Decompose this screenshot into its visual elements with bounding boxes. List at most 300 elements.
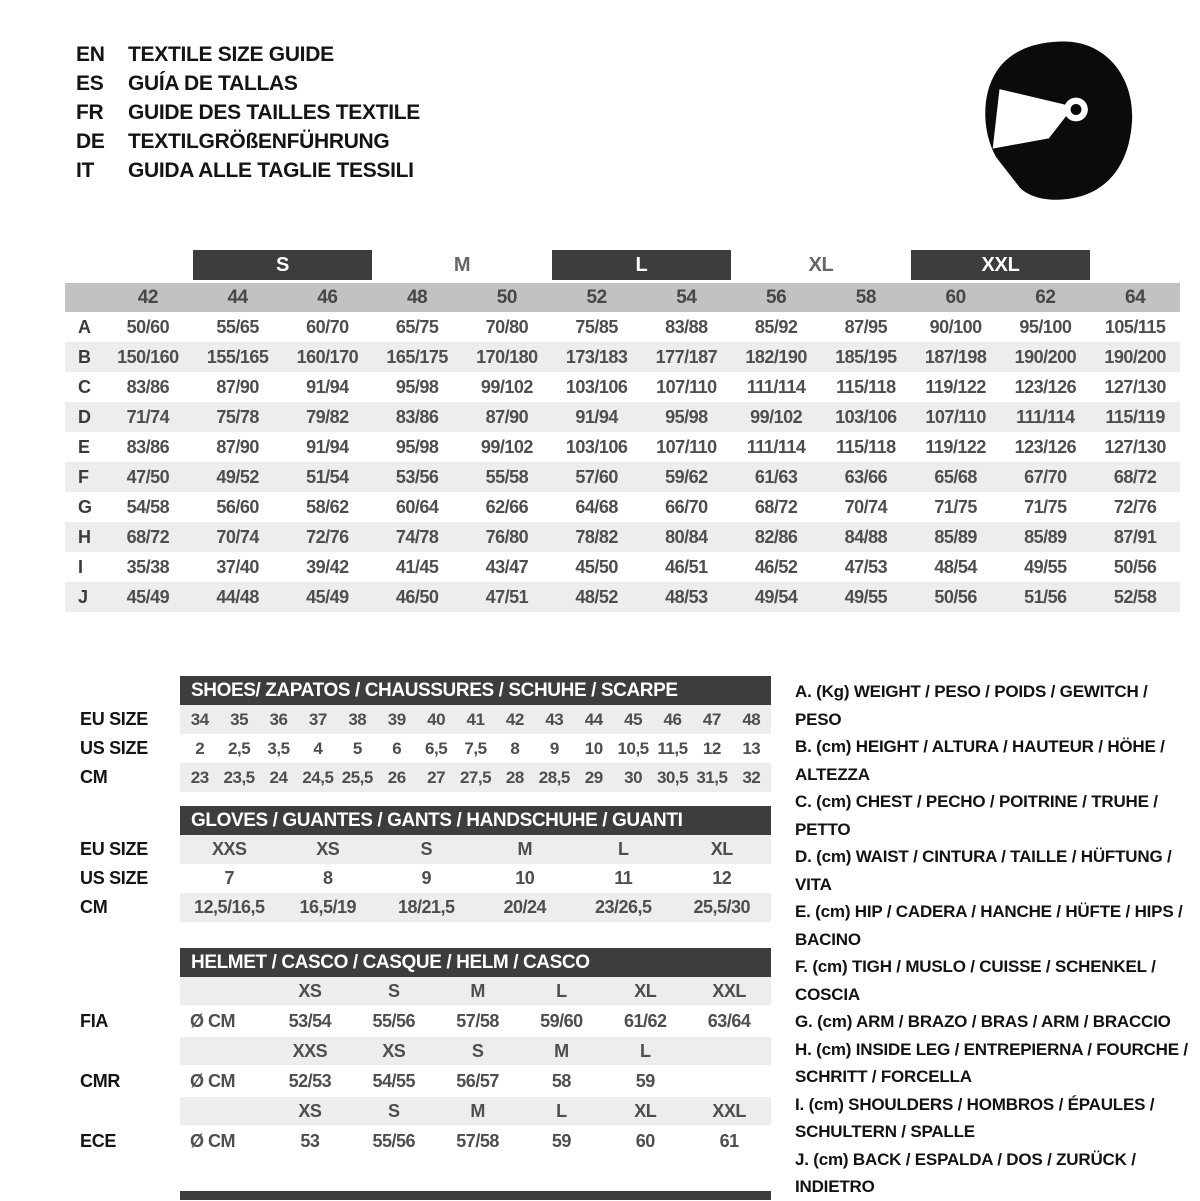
row-cells — [180, 864, 771, 893]
row-label: EU SIZE — [80, 839, 148, 859]
size-value-cell: 54/55 — [372, 1070, 416, 1091]
legend-line: C. (cm) CHEST / PECHO / POITRINE / TRUHE / PETTO — [795, 792, 1158, 839]
textile-col-header: 42 — [137, 286, 158, 308]
size-value-cell: 91/94 — [575, 406, 618, 427]
size-value-cell: 18/21,5 — [397, 897, 455, 917]
shoes-header — [180, 676, 771, 705]
size-value-cell: 107/110 — [656, 436, 717, 457]
language-code: IT — [76, 159, 95, 182]
size-value-cell: 53/56 — [395, 466, 439, 487]
size-value-cell: 34 — [190, 709, 209, 729]
row-label-h: H — [78, 526, 91, 547]
size-value-cell: 47/51 — [485, 586, 529, 607]
size-value-cell: L — [618, 839, 629, 859]
textile-col-header: 46 — [317, 286, 338, 308]
size-value-cell: 3,5 — [267, 738, 290, 758]
size-value-cell: 83/86 — [126, 436, 170, 457]
legend-line: E. (cm) HIP / CADERA / HANCHE / HÜFTE / HIPS / BACINO — [795, 902, 1183, 949]
size-value-cell: 71/74 — [126, 406, 170, 427]
table-row — [65, 1127, 771, 1155]
size-value-cell: 6,5 — [425, 738, 448, 758]
language-line — [76, 98, 420, 127]
size-value-cell: 71/75 — [934, 496, 977, 517]
legend-line: I. (cm) SHOULDERS / HOMBROS / ÉPAULES / SCHULTERN / SPALLE — [795, 1094, 1155, 1141]
size-value-cell: 47/53 — [844, 556, 888, 577]
language-title: TEXTILE SIZE GUIDE — [128, 43, 334, 66]
size-value-cell: 7,5 — [464, 738, 487, 758]
size-value-cell: 111/114 — [1016, 406, 1075, 427]
helmet-header — [180, 948, 771, 977]
size-value-cell: 57/60 — [575, 466, 618, 487]
size-value-cell: 10,5 — [617, 738, 649, 758]
textile-col-header: 56 — [766, 286, 787, 308]
size-value-cell: 12 — [712, 868, 732, 888]
row-cells — [180, 1007, 771, 1035]
size-value-cell: 57/58 — [456, 1010, 499, 1031]
language-code: FR — [76, 101, 104, 124]
size-value-cell: 23 — [190, 767, 209, 787]
size-value-cell: 66/70 — [665, 496, 708, 517]
row-cells — [180, 893, 771, 922]
table-row — [65, 1067, 771, 1095]
size-value-cell: 10 — [584, 738, 603, 758]
size-value-cell: 87/91 — [1113, 526, 1157, 547]
size-value-cell: 53/54 — [288, 1010, 332, 1031]
table-row — [65, 835, 771, 864]
size-band-xxl: XXL — [911, 250, 1091, 280]
textile-col-header: 44 — [227, 286, 248, 308]
row-cells — [180, 1067, 771, 1095]
table-row — [65, 1007, 771, 1035]
size-value-cell: 87/90 — [216, 436, 259, 457]
size-value-cell: 99/102 — [480, 436, 533, 457]
gloves-title: GLOVES / GUANTES / GANTS / HANDSCHUHE / GUANTI — [191, 809, 683, 831]
row-cells — [180, 1097, 771, 1125]
size-value-cell: 127/130 — [1104, 436, 1166, 457]
cropped-section-bar — [180, 1191, 771, 1200]
size-value-cell: 13 — [742, 738, 761, 758]
shoes-rows — [65, 705, 771, 792]
language-title-list — [76, 40, 420, 185]
size-value-cell: 95/98 — [395, 436, 439, 457]
size-value-cell: 123/126 — [1014, 436, 1077, 457]
gloves-table — [65, 806, 771, 922]
table-row — [65, 492, 1180, 522]
textile-col-header: 60 — [945, 286, 966, 308]
size-value-cell: 46/51 — [665, 556, 708, 577]
legend-line: J. (cm) BACK / ESPALDA / DOS / ZURÜCK / INDIETRO — [795, 1149, 1136, 1196]
language-title: GUIDE DES TAILLES TEXTILE — [128, 101, 420, 124]
size-value-cell: 46/52 — [754, 556, 798, 577]
size-value-cell: L — [556, 1100, 567, 1121]
racing-helmet-icon — [972, 33, 1146, 203]
table-row — [65, 312, 1180, 342]
textile-rows — [65, 312, 1180, 612]
row-label-empty — [65, 977, 180, 1005]
size-value-cell: 91/94 — [306, 436, 349, 457]
size-value-cell: M — [470, 1100, 485, 1121]
size-value-cell: 49/55 — [844, 586, 888, 607]
helmet-rows — [65, 977, 771, 1155]
size-value-cell: XXS — [292, 1040, 328, 1061]
size-band-xl: XL — [808, 253, 834, 276]
size-value-cell: 26 — [387, 767, 406, 787]
row-label-f: F — [78, 466, 89, 487]
size-value-cell: 52/53 — [288, 1070, 332, 1091]
legend-line: A. (Kg) WEIGHT / PESO / POIDS / GEWITCH / PESO — [795, 682, 1148, 729]
size-value-cell: 119/122 — [925, 376, 986, 397]
size-value-cell: 32 — [742, 767, 761, 787]
textile-col-header: 62 — [1035, 286, 1056, 308]
size-value-cell: XS — [316, 839, 340, 859]
size-value-cell: 27,5 — [459, 767, 492, 787]
row-label-empty — [65, 1097, 180, 1125]
size-value-cell: 23/26,5 — [594, 897, 652, 917]
size-value-cell: 30 — [624, 767, 643, 787]
size-value-cell: L — [639, 1040, 651, 1061]
size-value-cell: 91/94 — [306, 376, 349, 397]
row-label-fia: FIA — [80, 1010, 109, 1031]
row-cells — [180, 835, 771, 864]
size-value-cell: 23,5 — [223, 767, 255, 787]
size-value-cell: 8 — [322, 868, 333, 888]
size-value-cell: 62/66 — [485, 496, 529, 517]
language-code: DE — [76, 130, 105, 153]
size-value-cell: XXL — [712, 980, 746, 1001]
table-row — [65, 402, 1180, 432]
size-value-cell: 56/57 — [456, 1070, 499, 1091]
table-row — [65, 342, 1180, 372]
size-value-cell: 53 — [300, 1130, 320, 1151]
row-label-j: J — [78, 586, 89, 607]
size-value-cell: 75/78 — [216, 406, 259, 427]
size-value-cell: 87/90 — [485, 406, 529, 427]
row-label-g: G — [78, 496, 93, 517]
size-value-cell: 90/100 — [929, 316, 982, 337]
size-value-cell: 45 — [624, 709, 643, 729]
size-value-cell: 72/76 — [1113, 496, 1157, 517]
gloves-header — [180, 806, 771, 835]
size-value-cell: 103/106 — [565, 376, 628, 397]
size-value-cell: M — [554, 1040, 569, 1061]
gloves-rows — [65, 835, 771, 922]
size-value-cell: 11,5 — [657, 738, 688, 758]
language-line — [76, 69, 420, 98]
size-value-cell: 115/118 — [836, 376, 896, 397]
row-label-ece: ECE — [80, 1130, 117, 1151]
size-value-cell: 9 — [421, 868, 431, 888]
legend-line: H. (cm) INSIDE LEG / ENTREPIERNA / FOURCHE / SCHRITT / FORCELLA — [795, 1039, 1188, 1086]
size-value-cell: 29 — [584, 767, 603, 787]
measurement-legend — [795, 678, 1197, 1201]
size-value-cell: XS — [298, 980, 322, 1001]
shoes-title: SHOES/ ZAPATOS / CHAUSSURES / SCHUHE / SCARPE — [191, 679, 678, 701]
table-row — [65, 432, 1180, 462]
size-value-cell: 59 — [551, 1130, 571, 1151]
size-value-cell: 37/40 — [216, 556, 259, 577]
language-title: GUIDA ALLE TAGLIE TESSILI — [128, 159, 414, 182]
textile-band-row — [65, 250, 1180, 280]
size-value-cell: 54/58 — [126, 496, 170, 517]
size-value-cell: 20/24 — [503, 897, 547, 917]
size-value-cell: 44/48 — [216, 586, 259, 607]
size-value-cell: 45/49 — [306, 586, 349, 607]
size-value-cell: 39 — [387, 709, 406, 729]
legend-line: B. (cm) HEIGHT / ALTURA / HAUTEUR / HÖHE / ALTEZZA — [795, 737, 1165, 784]
size-value-cell: 127/130 — [1104, 376, 1166, 397]
size-value-cell: 46/50 — [395, 586, 439, 607]
textile-col-header: 58 — [855, 286, 876, 308]
language-title: TEXTILGRÖßENFÜHRUNG — [128, 130, 390, 153]
row-label: US SIZE — [80, 738, 148, 758]
size-value-cell: 115/119 — [1105, 406, 1165, 427]
row-cells — [180, 977, 771, 1005]
size-value-cell: 65/68 — [934, 466, 977, 487]
size-value-cell: XL — [634, 1100, 657, 1121]
size-value-cell: 24 — [269, 767, 288, 787]
size-band-s: S — [193, 250, 373, 280]
size-value-cell: 61 — [719, 1130, 739, 1151]
size-value-cell: 68/72 — [126, 526, 170, 547]
size-value-cell: 99/102 — [480, 376, 533, 397]
size-value-cell: 87/95 — [844, 316, 888, 337]
size-value-cell: 78/82 — [575, 526, 618, 547]
size-value-cell: 38 — [348, 709, 367, 729]
size-value-cell: 48/54 — [934, 556, 977, 577]
size-value-cell: 165/175 — [386, 346, 448, 367]
size-value-cell: 119/122 — [925, 436, 986, 457]
size-value-cell: 7 — [224, 868, 234, 888]
size-value-cell: 83/86 — [126, 376, 170, 397]
size-value-cell: 111/114 — [746, 436, 806, 457]
size-value-cell: 182/190 — [745, 346, 807, 367]
table-row — [65, 522, 1180, 552]
size-value-cell: 75/85 — [575, 316, 618, 337]
size-value-cell: 70/80 — [485, 316, 529, 337]
textile-col-header: 52 — [586, 286, 607, 308]
size-value-cell: 80/84 — [665, 526, 708, 547]
size-band-m: M — [453, 253, 471, 276]
helmet-table — [65, 948, 771, 1157]
row-cells — [180, 1127, 771, 1155]
row-cells — [180, 734, 771, 763]
language-code: ES — [76, 72, 104, 95]
size-value-cell: 9 — [549, 738, 559, 758]
size-value-cell: 10 — [515, 868, 535, 888]
size-value-cell: 24,5 — [302, 767, 334, 787]
legend-line: G. (cm) ARM / BRAZO / BRAS / ARM / BRACCIO — [795, 1012, 1171, 1031]
size-value-cell: 45/50 — [575, 556, 618, 577]
size-value-cell: 58 — [551, 1070, 571, 1091]
legend-line: F. (cm) TIGH / MUSLO / CUISSE / SCHENKEL / COSCIA — [795, 957, 1156, 1004]
size-value-cell: 47 — [702, 709, 721, 729]
size-value-cell: L — [556, 980, 567, 1001]
language-line — [76, 156, 420, 185]
size-value-cell: 68/72 — [754, 496, 798, 517]
size-value-cell: S — [471, 1040, 484, 1061]
table-row — [65, 1037, 771, 1065]
size-value-cell: 87/90 — [216, 376, 259, 397]
size-value-cell: 111/114 — [746, 376, 806, 397]
textile-col-header: 50 — [496, 286, 517, 308]
size-value-cell: 51/54 — [306, 466, 349, 487]
size-value-cell: 41 — [466, 709, 485, 729]
size-value-cell: 28,5 — [538, 767, 570, 787]
size-value-cell: 48/53 — [665, 586, 708, 607]
size-value-cell: 35 — [230, 709, 249, 729]
size-value-cell: 187/198 — [924, 346, 987, 367]
row-label-d: D — [78, 406, 91, 427]
size-value-cell: 11 — [614, 868, 633, 888]
diameter-unit: Ø CM — [190, 1070, 235, 1091]
size-value-cell: 37 — [308, 709, 327, 729]
size-value-cell: S — [387, 1100, 400, 1121]
size-band-l: L — [552, 250, 732, 280]
size-value-cell: 41/45 — [395, 556, 439, 577]
table-row — [65, 763, 771, 792]
table-row — [65, 372, 1180, 402]
size-value-cell: XXL — [712, 1100, 746, 1121]
size-value-cell: 55/65 — [216, 316, 259, 337]
size-value-cell: 55/56 — [372, 1130, 416, 1151]
size-value-cell: 150/160 — [117, 346, 179, 367]
size-value-cell: 103/106 — [835, 406, 897, 427]
size-value-cell: 60/64 — [395, 496, 439, 517]
size-value-cell: 95/98 — [665, 406, 708, 427]
size-value-cell: 72/76 — [306, 526, 349, 547]
size-value-cell: 59/60 — [540, 1010, 583, 1031]
size-value-cell: 42 — [505, 709, 524, 729]
table-row — [65, 462, 1180, 492]
table-row — [65, 893, 771, 922]
table-row — [65, 552, 1180, 582]
size-value-cell: 70/74 — [844, 496, 888, 517]
size-value-cell: 61/62 — [623, 1010, 667, 1031]
size-value-cell: 5 — [352, 738, 362, 758]
row-label-i: I — [78, 556, 84, 577]
table-row — [65, 864, 771, 893]
size-value-cell: 52/58 — [1113, 586, 1157, 607]
size-value-cell: 49/52 — [216, 466, 259, 487]
row-label-c: C — [78, 376, 91, 397]
size-value-cell: 48/52 — [575, 586, 618, 607]
size-value-cell: 50/56 — [1113, 556, 1157, 577]
size-value-cell: 50/56 — [934, 586, 977, 607]
size-value-cell: 79/82 — [306, 406, 349, 427]
row-label: CM — [80, 897, 108, 917]
size-value-cell: 107/110 — [656, 376, 717, 397]
language-title: GUÍA DE TALLAS — [128, 72, 298, 95]
size-value-cell: 27 — [427, 767, 446, 787]
size-value-cell: 45/49 — [126, 586, 170, 607]
textile-size-table — [65, 250, 1180, 612]
size-value-cell: 60 — [635, 1130, 655, 1151]
size-value-cell: 123/126 — [1014, 376, 1077, 397]
size-value-cell: 8 — [510, 738, 520, 758]
size-value-cell: S — [420, 839, 432, 859]
row-label: US SIZE — [80, 868, 148, 888]
size-value-cell: 46 — [663, 709, 682, 729]
size-value-cell: 2,5 — [228, 738, 251, 758]
size-value-cell: 64/68 — [575, 496, 618, 517]
size-value-cell: 107/110 — [925, 406, 986, 427]
size-value-cell: 49/55 — [1024, 556, 1067, 577]
size-value-cell: 85/89 — [1024, 526, 1067, 547]
row-label: EU SIZE — [80, 709, 148, 729]
size-value-cell: 39/42 — [306, 556, 349, 577]
row-label-e: E — [78, 436, 91, 457]
size-value-cell: 4 — [313, 738, 323, 758]
size-value-cell: 85/89 — [934, 526, 977, 547]
size-value-cell: 36 — [269, 709, 288, 729]
size-value-cell: 48 — [742, 709, 761, 729]
table-row — [65, 705, 771, 734]
row-label: CM — [80, 767, 108, 787]
table-row — [65, 734, 771, 763]
size-value-cell: XS — [382, 1040, 406, 1061]
size-value-cell: 55/56 — [372, 1010, 416, 1031]
size-value-cell: 63/64 — [707, 1010, 751, 1031]
table-row — [65, 977, 771, 1005]
row-label-cmr: CMR — [80, 1070, 121, 1091]
textile-col-header: 54 — [676, 286, 697, 308]
size-value-cell: 71/75 — [1024, 496, 1067, 517]
size-value-cell: M — [517, 839, 532, 859]
size-value-cell: 65/75 — [395, 316, 439, 337]
row-label-b: B — [78, 346, 91, 367]
size-value-cell: 173/183 — [565, 346, 628, 367]
shoes-table — [65, 676, 771, 792]
size-value-cell: 51/56 — [1024, 586, 1067, 607]
size-value-cell: XL — [634, 980, 657, 1001]
size-value-cell: XXS — [211, 839, 247, 859]
size-value-cell: 103/106 — [565, 436, 628, 457]
table-row — [65, 582, 1180, 612]
size-value-cell: 57/58 — [456, 1130, 499, 1151]
row-label-a: A — [78, 316, 91, 337]
size-value-cell: 190/200 — [1104, 346, 1166, 367]
size-value-cell: 76/80 — [485, 526, 529, 547]
size-value-cell: 60/70 — [306, 316, 349, 337]
row-label-empty — [65, 1037, 180, 1065]
legend-line: D. (cm) WAIST / CINTURA / TAILLE / HÜFTUNG / VITA — [795, 847, 1172, 894]
size-value-cell: XL — [710, 839, 733, 859]
size-value-cell: 56/60 — [216, 496, 259, 517]
row-cells — [180, 1037, 771, 1065]
size-value-cell: S — [387, 980, 400, 1001]
size-value-cell: 49/54 — [754, 586, 798, 607]
textile-column-headers — [65, 283, 1180, 312]
size-value-cell: 70/74 — [216, 526, 259, 547]
size-value-cell: 50/60 — [126, 316, 170, 337]
size-value-cell: M — [470, 980, 485, 1001]
size-value-cell: 82/86 — [754, 526, 798, 547]
size-value-cell: 43/47 — [485, 556, 529, 577]
size-value-cell: 25,5 — [341, 767, 373, 787]
row-cells — [180, 763, 771, 792]
size-value-cell: 170/180 — [476, 346, 538, 367]
size-value-cell: 105/115 — [1104, 316, 1166, 337]
size-value-cell: 155/165 — [206, 346, 269, 367]
size-value-cell: 67/70 — [1024, 466, 1067, 487]
size-value-cell: 68/72 — [1113, 466, 1157, 487]
size-value-cell: 43 — [545, 709, 564, 729]
size-value-cell: 85/92 — [754, 316, 798, 337]
size-value-cell: 12,5/16,5 — [193, 897, 265, 917]
size-value-cell: 30,5 — [656, 767, 689, 787]
textile-col-header: 64 — [1125, 286, 1146, 308]
size-value-cell: 6 — [392, 738, 402, 758]
